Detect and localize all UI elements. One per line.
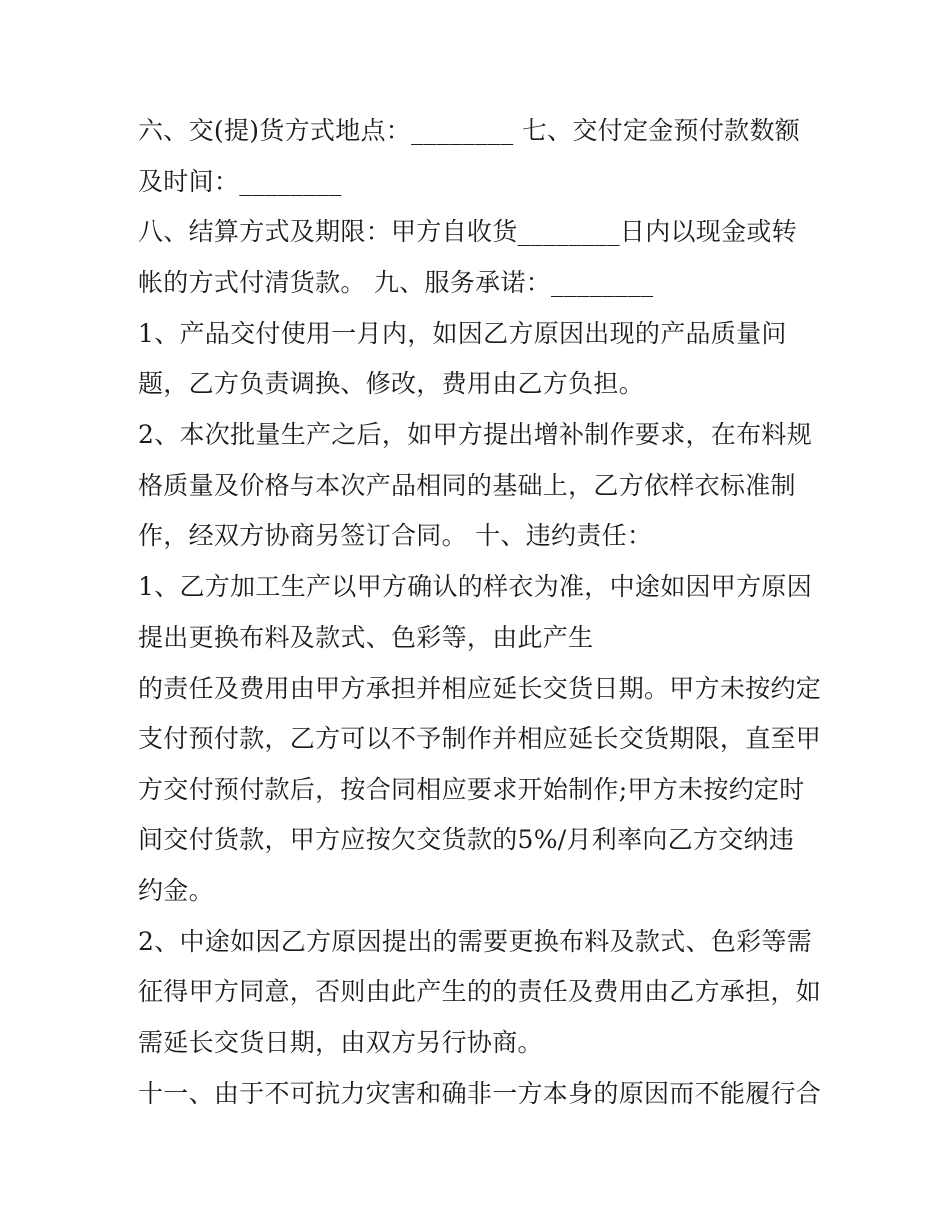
text-line: 格质量及价格与本次产品相同的基础上，乙方依样衣标准制 [138, 471, 796, 500]
text-line: 八、结算方式及期限：甲方自收货________日内以现金或转 [138, 217, 798, 246]
text-line: 间交付货款，甲方应按欠交货款的5%/月利率向乙方交纳违 [138, 825, 795, 854]
text-line: 提出更换布料及款式、色彩等，由此产生 [138, 623, 594, 652]
text-line: 2、中途如因乙方原因提出的需要更换布料及款式、色彩等需 [138, 927, 813, 956]
text-line: 六、交(提)货方式地点：________ 七、交付定金预付款数额 [138, 116, 801, 145]
text-line: 及时间：________ [138, 167, 342, 196]
text-line: 帐的方式付清货款。 九、服务承诺：________ [138, 268, 654, 297]
text-line: 约金。 [138, 876, 214, 905]
text-line: 需延长交货日期，由双方另行协商。 [138, 1028, 543, 1057]
text-line: 作，经双方协商另签订合同。 十、违约责任： [138, 521, 653, 550]
text-line: 1、乙方加工生产以甲方确认的样衣为准，中途如因甲方原因 [138, 572, 813, 601]
text-line: 1、产品交付使用一月内，如因乙方原因出现的产品质量问 [138, 319, 787, 348]
text-line: 题，乙方负责调换、修改，费用由乙方负担。 [138, 369, 645, 398]
text-line: 征得甲方同意，否则由此产生的的责任及费用由乙方承担，如 [138, 977, 822, 1006]
text-line: 2、本次批量生产之后，如甲方提出增补制作要求，在布料规 [138, 420, 813, 449]
text-line: 的责任及费用由甲方承担并相应延长交货日期。甲方未按约定 [138, 674, 822, 703]
text-line: 十一、由于不可抗力灾害和确非一方本身的原因而不能履行合 [138, 1079, 822, 1108]
text-line: 支付预付款，乙方可以不予制作并相应延长交货期限，直至甲 [138, 724, 822, 753]
text-line: 方交付预付款后，按合同相应要求开始制作;甲方未按约定时 [138, 775, 805, 804]
